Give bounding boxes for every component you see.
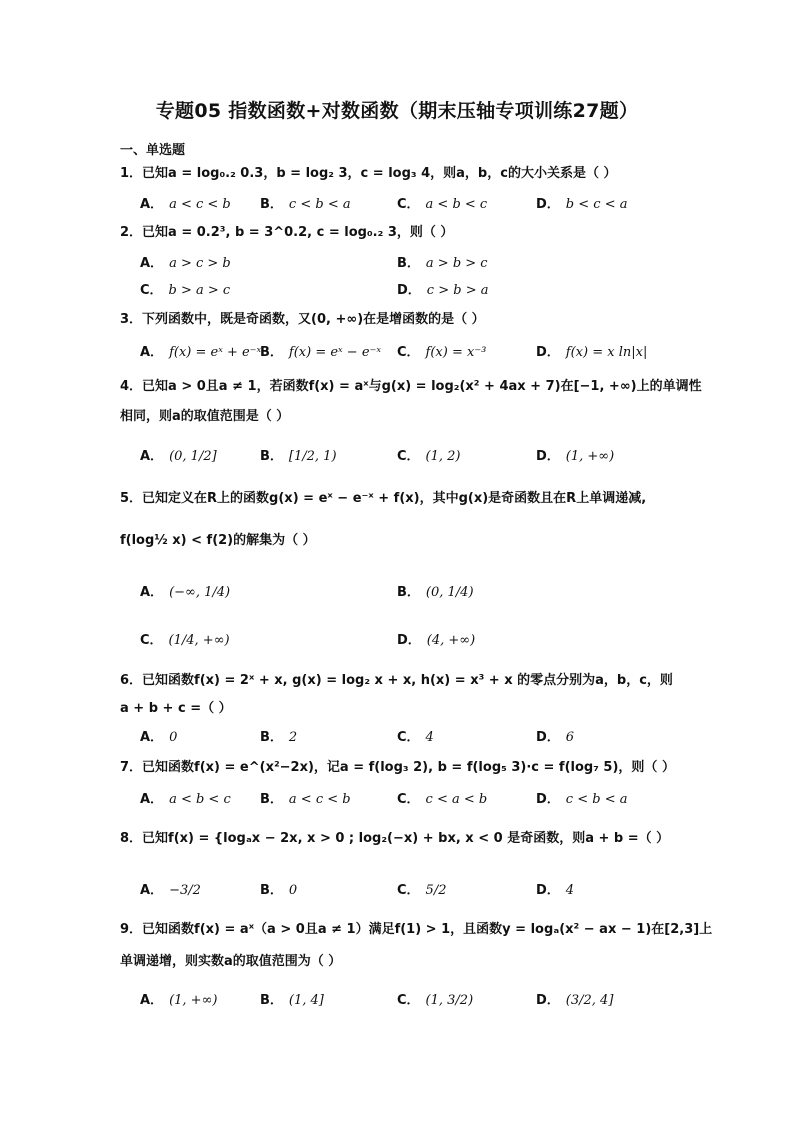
option-a: A． a < c < b [140, 197, 231, 212]
option-d: D． c > b > a [397, 283, 489, 298]
option-b: B． 2 [260, 730, 298, 745]
page-title: 专题05 指数函数+对数函数（期末压轴专项训练27题） [155, 100, 639, 122]
question-stem: 已知f(x) = {logₐx − 2x, x > 0 ; log₂(−x) + bx, x < 0 是奇函数，则a + b =（ ） [142, 831, 670, 846]
option-d: D． 4 [536, 883, 575, 898]
option-d: D． c < b < a [536, 792, 628, 807]
question-number: 9． [120, 922, 143, 937]
question-number: 4． [120, 379, 143, 394]
option-b: B． a > b > c [397, 256, 488, 271]
question-number: 5． [120, 491, 143, 506]
section-heading: 一、单选题 [120, 143, 186, 158]
question-9 [120, 921, 712, 939]
option-d: D． (1, +∞) [536, 449, 615, 464]
option-a: A． −3/2 [140, 883, 201, 898]
option-a: A． (0, 1/2] [140, 449, 217, 464]
question-3 [120, 311, 485, 329]
question-stem: 已知a = 0.2³, b = 3^0.2, c = log₀.₂ 3，则（ ） [142, 225, 454, 240]
option-c: C． a < b < c [397, 197, 488, 212]
option-c: C． c < a < b [397, 792, 488, 807]
question-stem: 已知a = log₀.₂ 0.3，b = log₂ 3，c = log₃ 4，则a，b，c的大小关系是（ ） [142, 166, 617, 181]
option-c: C． (1/4, +∞) [140, 633, 230, 648]
question-stem: 已知函数f(x) = 2ˣ + x, g(x) = log₂ x + x, h(x) = x³ + x 的零点分别为a，b，c，则 [142, 673, 673, 688]
question-2 [120, 224, 453, 242]
option-b: B． 0 [260, 883, 298, 898]
question-1 [120, 165, 616, 183]
question-9-continued: 单调递增，则实数a的取值范围为（ ） [120, 954, 342, 969]
question-stem: 下列函数中，既是奇函数，又(0, +∞)在是增函数的是（ ） [142, 312, 485, 327]
question-number: 8． [120, 831, 143, 846]
option-c: C． 5/2 [397, 883, 447, 898]
question-number: 7． [120, 760, 143, 775]
question-number: 2． [120, 225, 143, 240]
option-a: A． a > c > b [140, 256, 231, 271]
question-6 [120, 672, 673, 690]
question-5 [120, 490, 646, 508]
question-stem: 已知函数f(x) = e^(x²−2x)，记a = f(log₃ 2), b = f(log₅ 3)·c = f(log₇ 5)，则（ ） [142, 760, 675, 775]
option-b: B． (1, 4] [260, 993, 324, 1008]
option-c: C． 4 [397, 730, 434, 745]
question-8 [120, 830, 669, 848]
option-b: B． (0, 1/4) [397, 585, 474, 600]
option-a: A． 0 [140, 730, 178, 745]
option-c: C． (1, 2) [397, 449, 461, 464]
option-a: A． (1, +∞) [140, 993, 218, 1008]
question-6-continued: a + b + c =（ ） [120, 701, 232, 716]
option-d: D． (4, +∞) [397, 633, 476, 648]
question-number: 1． [120, 166, 143, 181]
option-a: A． a < b < c [140, 792, 231, 807]
question-4 [120, 378, 702, 396]
option-b: B． f(x) = eˣ − e⁻ˣ [260, 345, 382, 360]
option-c: C． b > a > c [140, 283, 231, 298]
option-b: B． [1/2, 1) [260, 449, 337, 464]
question-stem: 已知定义在R上的函数g(x) = eˣ − e⁻ˣ + f(x)，其中g(x)是奇函数且在R上单调递减, [142, 491, 647, 506]
question-stem: 已知函数f(x) = aˣ（a > 0且a ≠ 1）满足f(1) > 1，且函数y = logₐ(x² − ax − 1)在[2,3]上 [142, 922, 713, 937]
question-7 [120, 759, 675, 777]
option-b: B． c < b < a [260, 197, 351, 212]
question-number: 3． [120, 312, 143, 327]
option-c: C． (1, 3/2) [397, 993, 474, 1008]
option-d: D． f(x) = x ln|x| [536, 345, 648, 360]
question-5-continued: f(log½ x) < f(2)的解集为（ ） [120, 533, 316, 548]
option-d: D． 6 [536, 730, 575, 745]
question-number: 6． [120, 673, 143, 688]
question-4-continued: 相同，则a的取值范围是（ ） [120, 409, 290, 424]
option-a: A． (−∞, 1/4) [140, 585, 231, 600]
option-d: D． (3/2, 4] [536, 993, 614, 1008]
option-d: D． b < c < a [536, 197, 628, 212]
option-b: B． a < c < b [260, 792, 351, 807]
option-a: A． f(x) = eˣ + e⁻ˣ [140, 345, 262, 360]
question-stem: 已知a > 0且a ≠ 1，若函数f(x) = aˣ与g(x) = log₂(x² + 4ax + 7)在[−1, +∞)上的单调性 [142, 379, 702, 394]
option-c: C． f(x) = x⁻³ [397, 345, 487, 360]
